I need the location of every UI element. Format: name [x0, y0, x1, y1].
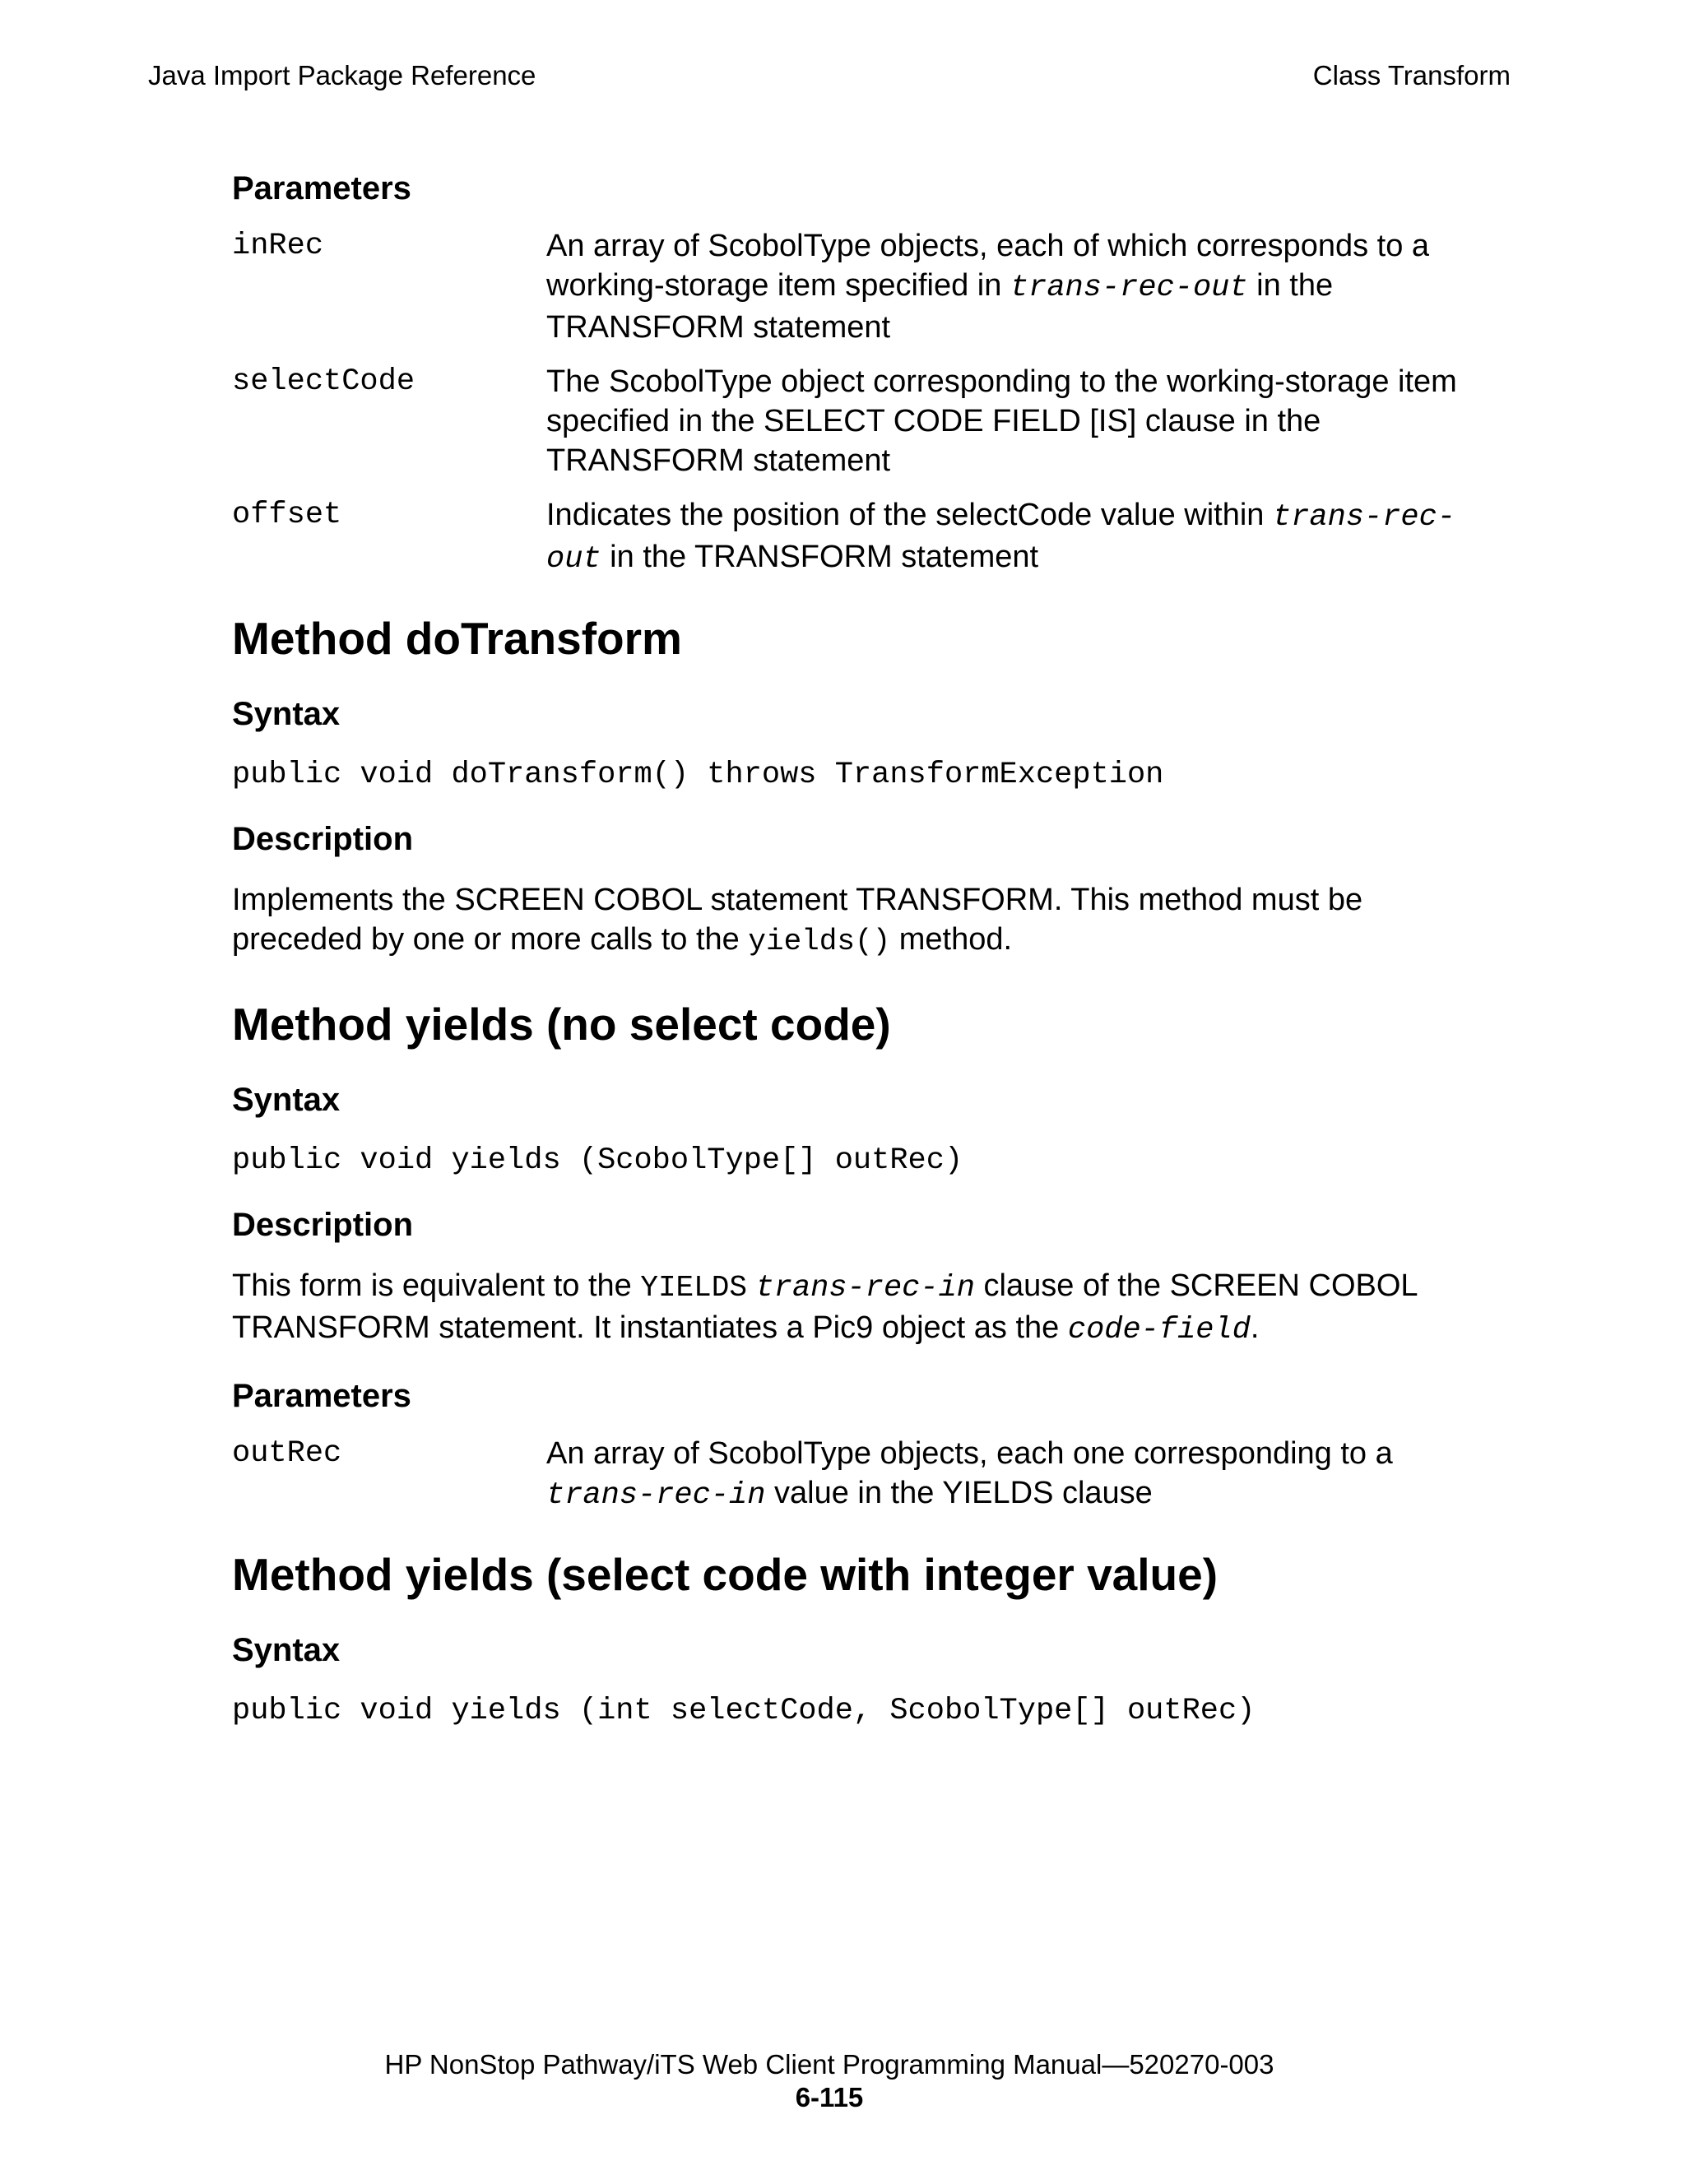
param-desc-text: An array of ScobolType objects, each of which corresponds to a working-storage item specified in [546, 229, 1430, 303]
method-heading-yields-int: Method yields (select code with integer value) [232, 1549, 1218, 1600]
description-span: clause of the SCREEN COBOL TRANSFORM statement. It instantiates a Pic9 object as the [232, 1268, 1418, 1345]
syntax-heading: Syntax [232, 1082, 341, 1118]
description-span: . [1250, 1310, 1260, 1345]
param-desc-code: trans-rec-out [546, 500, 1456, 577]
page-number: 6-115 [795, 2082, 864, 2112]
param-desc-code: trans-rec-in [546, 1478, 766, 1513]
description-text [232, 880, 1466, 962]
page-content [232, 169, 1466, 1731]
header-right: Class Transform [1312, 60, 1511, 90]
param-name: inRec [232, 229, 324, 263]
param-desc-code: trans-rec-out [1010, 271, 1248, 305]
syntax-code: public void yields (ScobolType[] outRec) [232, 1143, 963, 1178]
page-footer [0, 2048, 1659, 2114]
header-left: Java Import Package Reference [148, 60, 536, 90]
param-name: offset [232, 498, 342, 532]
param-desc-text: Indicates the position of the selectCode value within [546, 498, 1273, 532]
method-heading-yields-no-select: Method yields (no select code) [232, 999, 891, 1050]
param-row-selectcode [232, 362, 1466, 480]
param-desc-text: value in the YIELDS clause [765, 1476, 1153, 1510]
inline-code-italic: code-field [1067, 1313, 1251, 1347]
description-heading: Description [232, 1207, 414, 1243]
description-span: Implements the SCREEN COBOL statement TRANSFORM. This method must be preceded by one or more calls to the [232, 883, 1363, 957]
parameters-heading: Parameters [232, 1378, 411, 1414]
description-span: method. [890, 922, 1013, 957]
inline-code: YIELDS [640, 1271, 747, 1305]
param-row-outrec [232, 1434, 1466, 1515]
parameters-heading: Parameters [232, 170, 411, 206]
param-desc [546, 226, 1466, 347]
param-desc [546, 1434, 1466, 1515]
running-header [148, 59, 1511, 92]
syntax-heading: Syntax [232, 696, 341, 732]
description-text [232, 1266, 1466, 1350]
param-desc-text: An array of ScobolType objects, each one corresponding to a [546, 1436, 1393, 1471]
param-row-offset [232, 495, 1466, 579]
method-heading-dotransform: Method doTransform [232, 613, 682, 664]
inline-code: yields() [748, 925, 891, 958]
syntax-code: public void yields (int selectCode, ScobolType[] outRec) [232, 1694, 1256, 1728]
syntax-heading: Syntax [232, 1632, 341, 1668]
param-row-inrec [232, 226, 1466, 347]
description-span: This form is equivalent to the [232, 1268, 641, 1303]
param-desc-text: in the TRANSFORM statement [601, 540, 1039, 574]
syntax-code: public void doTransform() throws TransformException [232, 758, 1164, 792]
description-heading: Description [232, 821, 414, 857]
inline-code-italic: trans-rec-in [755, 1271, 975, 1305]
footer-manual-title: HP NonStop Pathway/iTS Web Client Programming Manual—520270-003 [384, 2049, 1274, 2080]
param-desc [546, 495, 1466, 579]
param-name: selectCode [232, 364, 415, 399]
param-desc-text: in the TRANSFORM statement [546, 268, 1334, 345]
param-name: outRec [232, 1436, 342, 1471]
param-desc: The ScobolType object corresponding to the working-storage item specified in the SELECT CODE FIELD [IS] clause in the TRANSFORM statement [546, 364, 1457, 478]
